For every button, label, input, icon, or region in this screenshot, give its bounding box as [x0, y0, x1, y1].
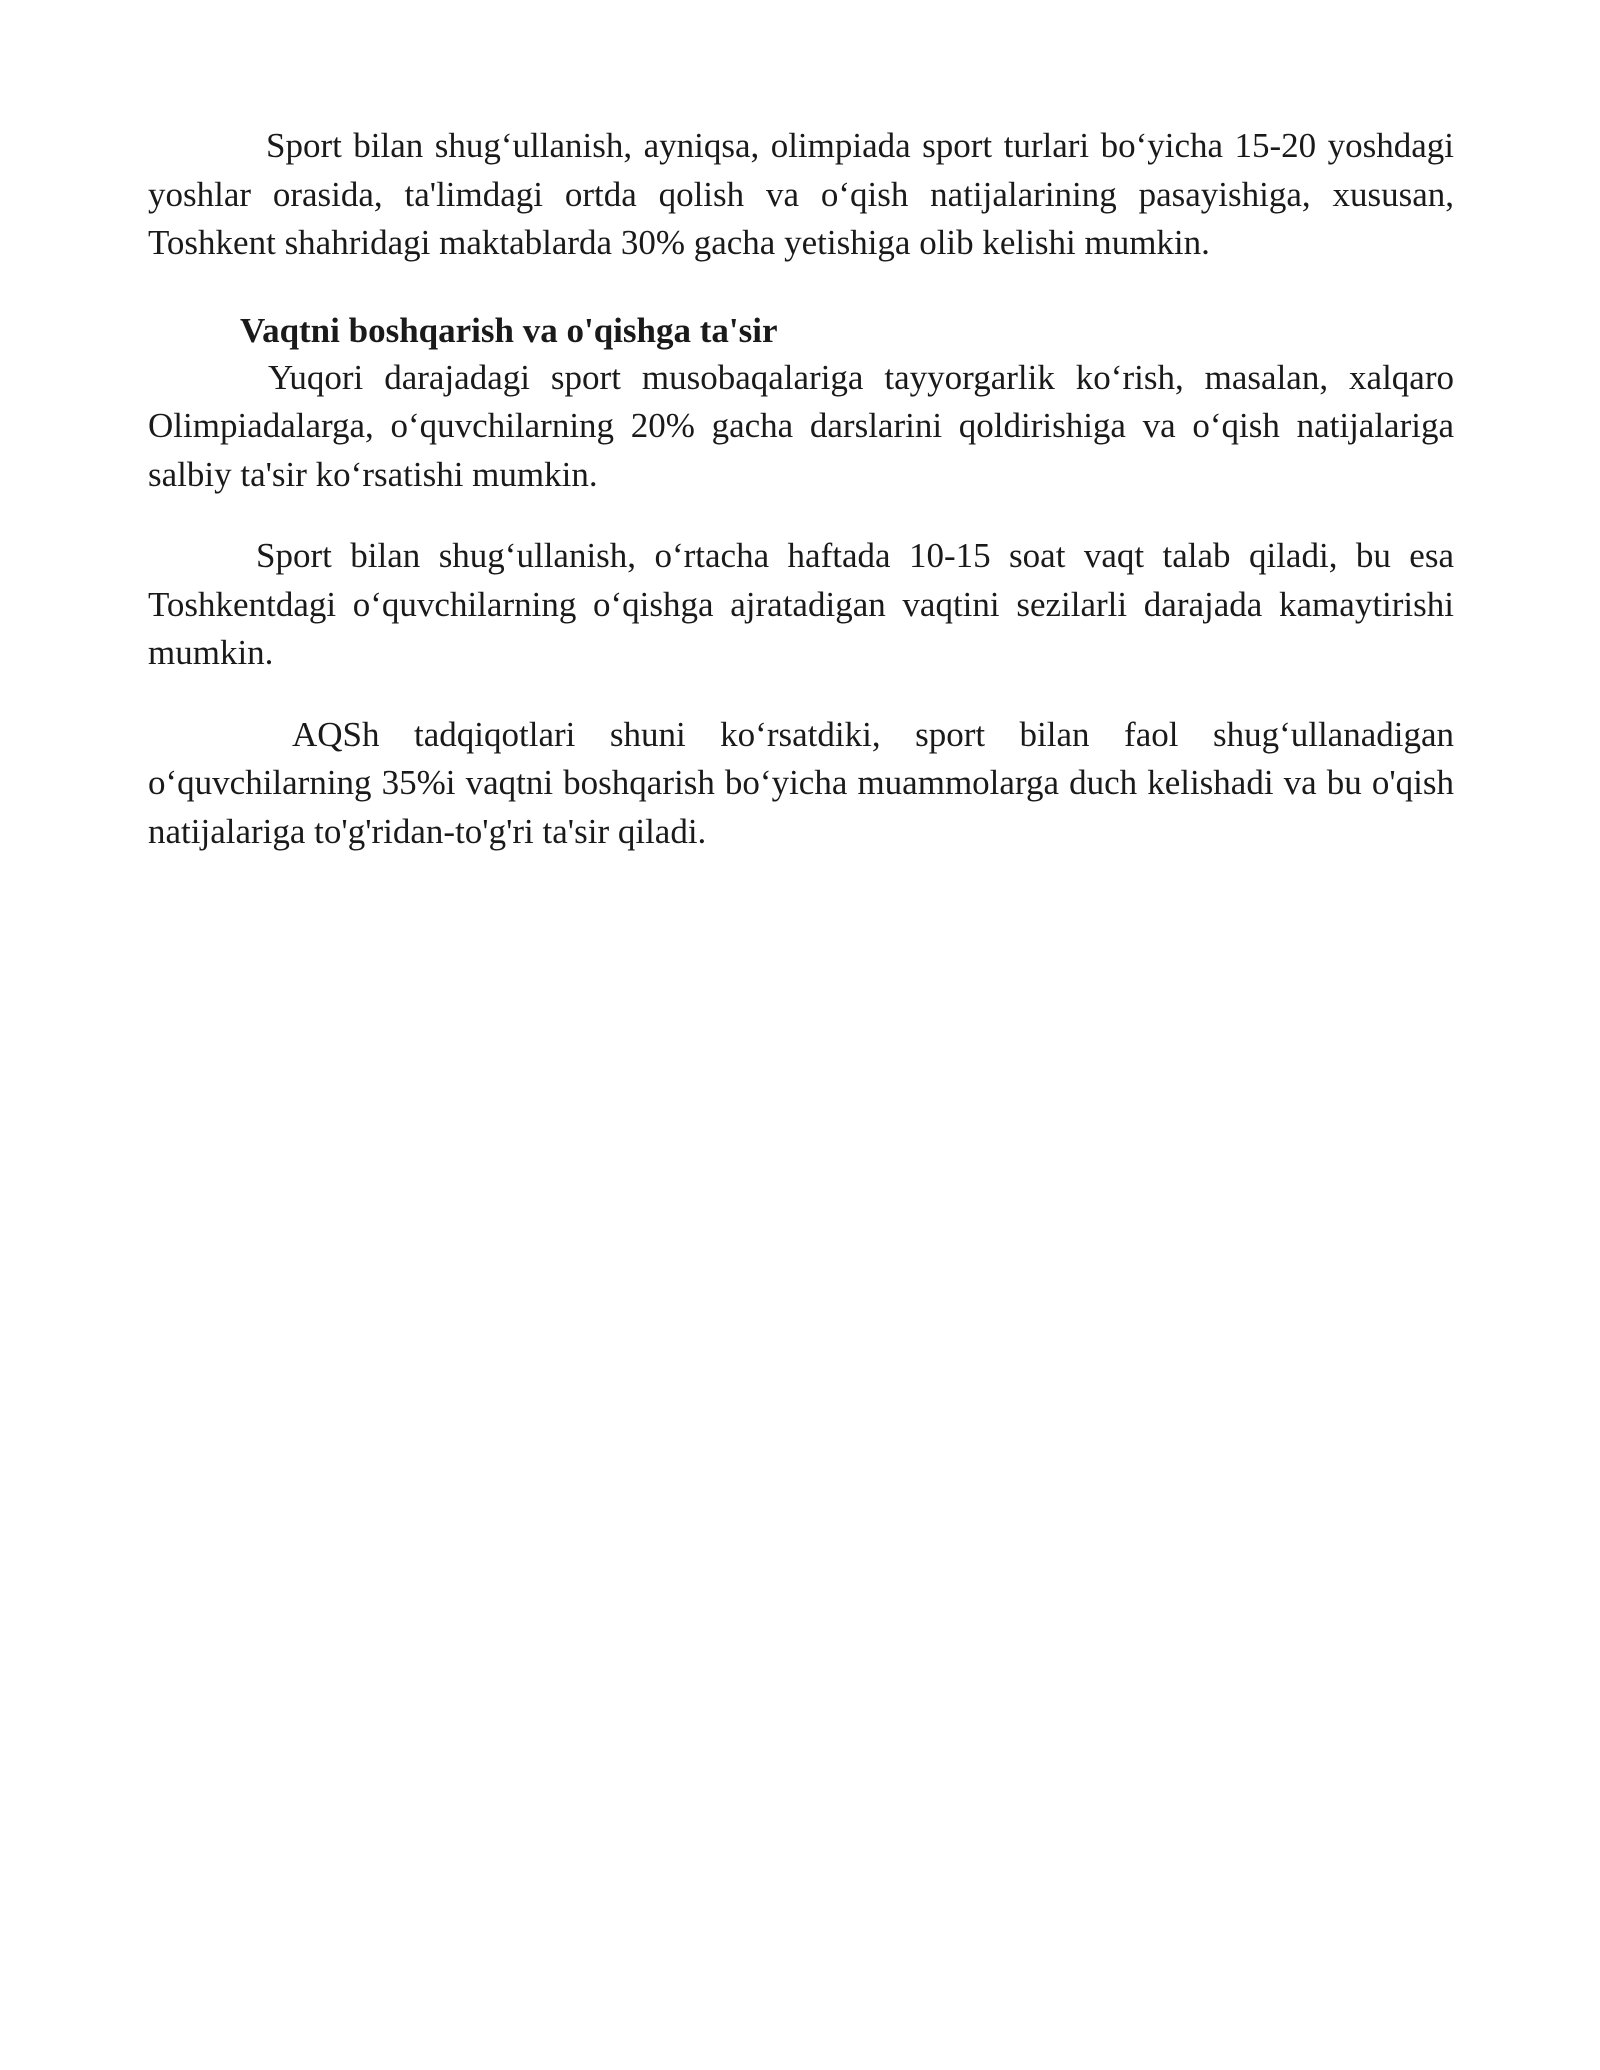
document-body — [148, 122, 1454, 856]
section-heading-time-management: Vaqtni boshqarish va o'qishga ta'sir — [240, 310, 778, 350]
paragraph-weekly-hours: Sport bilan shug‘ullanish, o‘rtacha haftada 10-15 soat vaqt talab qiladi, bu esa Toshkentdagi o‘quvchilarning o‘qishga ajratadigan vaqtini sezilarli darajada kamaytirishi mumkin. — [148, 536, 1454, 672]
paragraph-competition-preparation: Yuqori darajadagi sport musobaqalariga tayyorgarlik ko‘rish, masalan, xalqaro Olimpiadalarga, o‘quvchilarning 20% gacha darslarini qoldirishiga va o‘qish natijalariga salbiy ta'sir ko‘rsatishi mumkin. — [148, 357, 1454, 494]
paragraph-usa-research: AQSh tadqiqotlari shuni ko‘rsatdiki, sport bilan faol shug‘ullanadigan o‘quvchilarning 35%i vaqtni boshqarish bo‘yicha muammolarga duch kelishadi va bu o'qish natijalariga to'g'ridan-to'g'ri ta'sir qiladi. — [148, 714, 1454, 851]
paragraph-olympic-sports-impact: Sport bilan shug‘ullanish, ayniqsa, olimpiada sport turlari bo‘yicha 15-20 yoshdagi yoshlar orasida, ta'limdagi ortda qolish va o‘qish natijalarining pasayishiga, xususan, Toshkent shahridagi maktablarda 30% gacha yetishiga olib kelishi mumkin. — [148, 126, 1454, 262]
